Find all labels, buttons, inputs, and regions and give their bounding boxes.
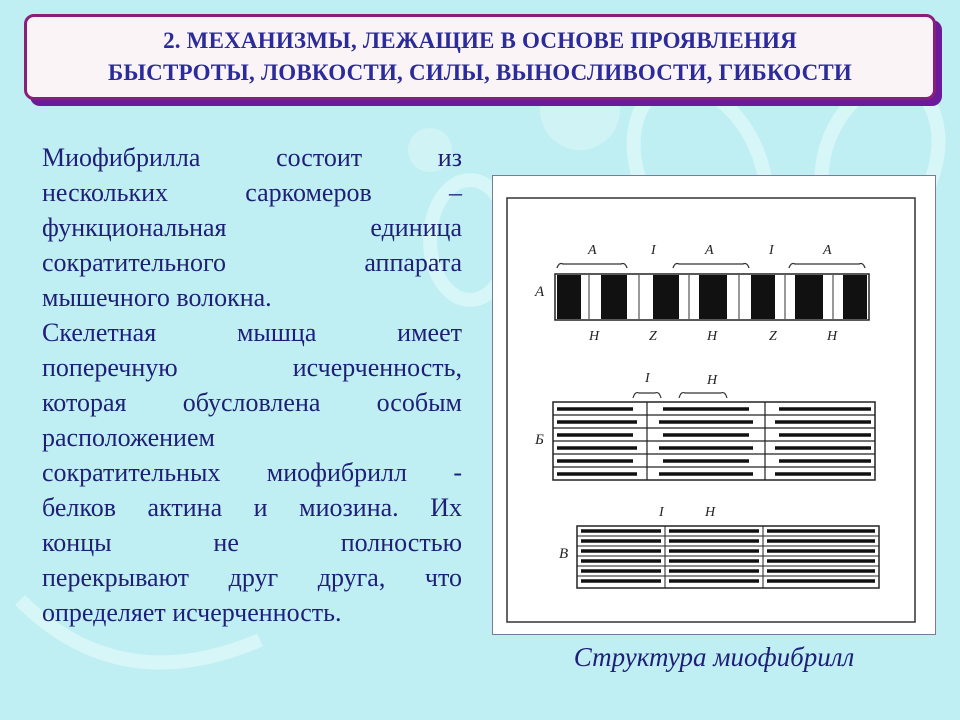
dark-bands xyxy=(557,275,867,319)
top-letter: А xyxy=(705,243,714,258)
panel-b-label: Б xyxy=(535,432,544,448)
c-letter: Н xyxy=(705,505,716,520)
c-letter: I xyxy=(659,505,664,520)
top-letter: А xyxy=(588,243,597,258)
paragraph-2-line: определяет исчерченность. xyxy=(42,598,342,627)
bottom-letter: Н xyxy=(589,329,600,344)
bottom-letter: Z xyxy=(769,329,777,344)
title-box xyxy=(24,14,936,100)
paragraph-1 xyxy=(42,140,462,315)
paragraph-2-line: перекрывают друг друга, что xyxy=(42,563,462,592)
paragraph-2-line: расположением xyxy=(42,423,215,452)
title-line-2: БЫСТРОТЫ, ЛОВКОСТИ, СИЛЫ, ВЫНОСЛИВОСТИ, ГИБКОСТИ xyxy=(107,60,853,85)
myofibril-diagram xyxy=(493,176,937,636)
bottom-letter: Н xyxy=(827,329,838,344)
top-letter: А xyxy=(823,243,832,258)
paragraph-1-line: мышечного волокна. xyxy=(42,283,272,312)
paragraph-1-line: нескольких саркомеров – xyxy=(42,178,462,207)
paragraph-2-line: поперечную исчерченность, xyxy=(42,353,462,382)
panel-a-label: А xyxy=(535,284,545,300)
panel-c-label: В xyxy=(559,546,569,562)
paragraph-1-line: функциональная единица xyxy=(42,213,462,242)
top-letter: I xyxy=(651,243,656,258)
paragraph-2-line: белков актина и миозина. Их xyxy=(42,493,462,522)
top-letter: I xyxy=(769,243,774,258)
bottom-letter: Z xyxy=(649,329,657,344)
panel-c-grid xyxy=(577,526,879,588)
paragraph-2-line: которая обусловлена особым xyxy=(42,388,462,417)
paragraph-1-line: сократительного аппарата xyxy=(42,248,462,277)
top-letters xyxy=(587,243,832,258)
bottom-letters xyxy=(588,329,838,344)
myofibril-figure xyxy=(492,175,936,635)
paragraph-2 xyxy=(42,315,462,630)
b-letter: Н xyxy=(707,373,718,388)
paragraph-1-line: Миофибрилла состоит из xyxy=(42,143,462,172)
b-letter: I xyxy=(645,371,650,386)
figure-caption: Структура миофибрилл xyxy=(573,642,855,672)
bottom-letter: Н xyxy=(707,329,718,344)
body-text xyxy=(42,140,462,630)
paragraph-2-line: сократительных миофибрилл - xyxy=(42,458,462,487)
title-line-1: 2. МЕХАНИЗМЫ, ЛЕЖАЩИЕ В ОСНОВЕ ПРОЯВЛЕНИЯ xyxy=(163,28,797,53)
paragraph-2-line: концы не полностью xyxy=(42,528,462,557)
paragraph-2-line: Скелетная мышца имеет xyxy=(42,318,462,347)
